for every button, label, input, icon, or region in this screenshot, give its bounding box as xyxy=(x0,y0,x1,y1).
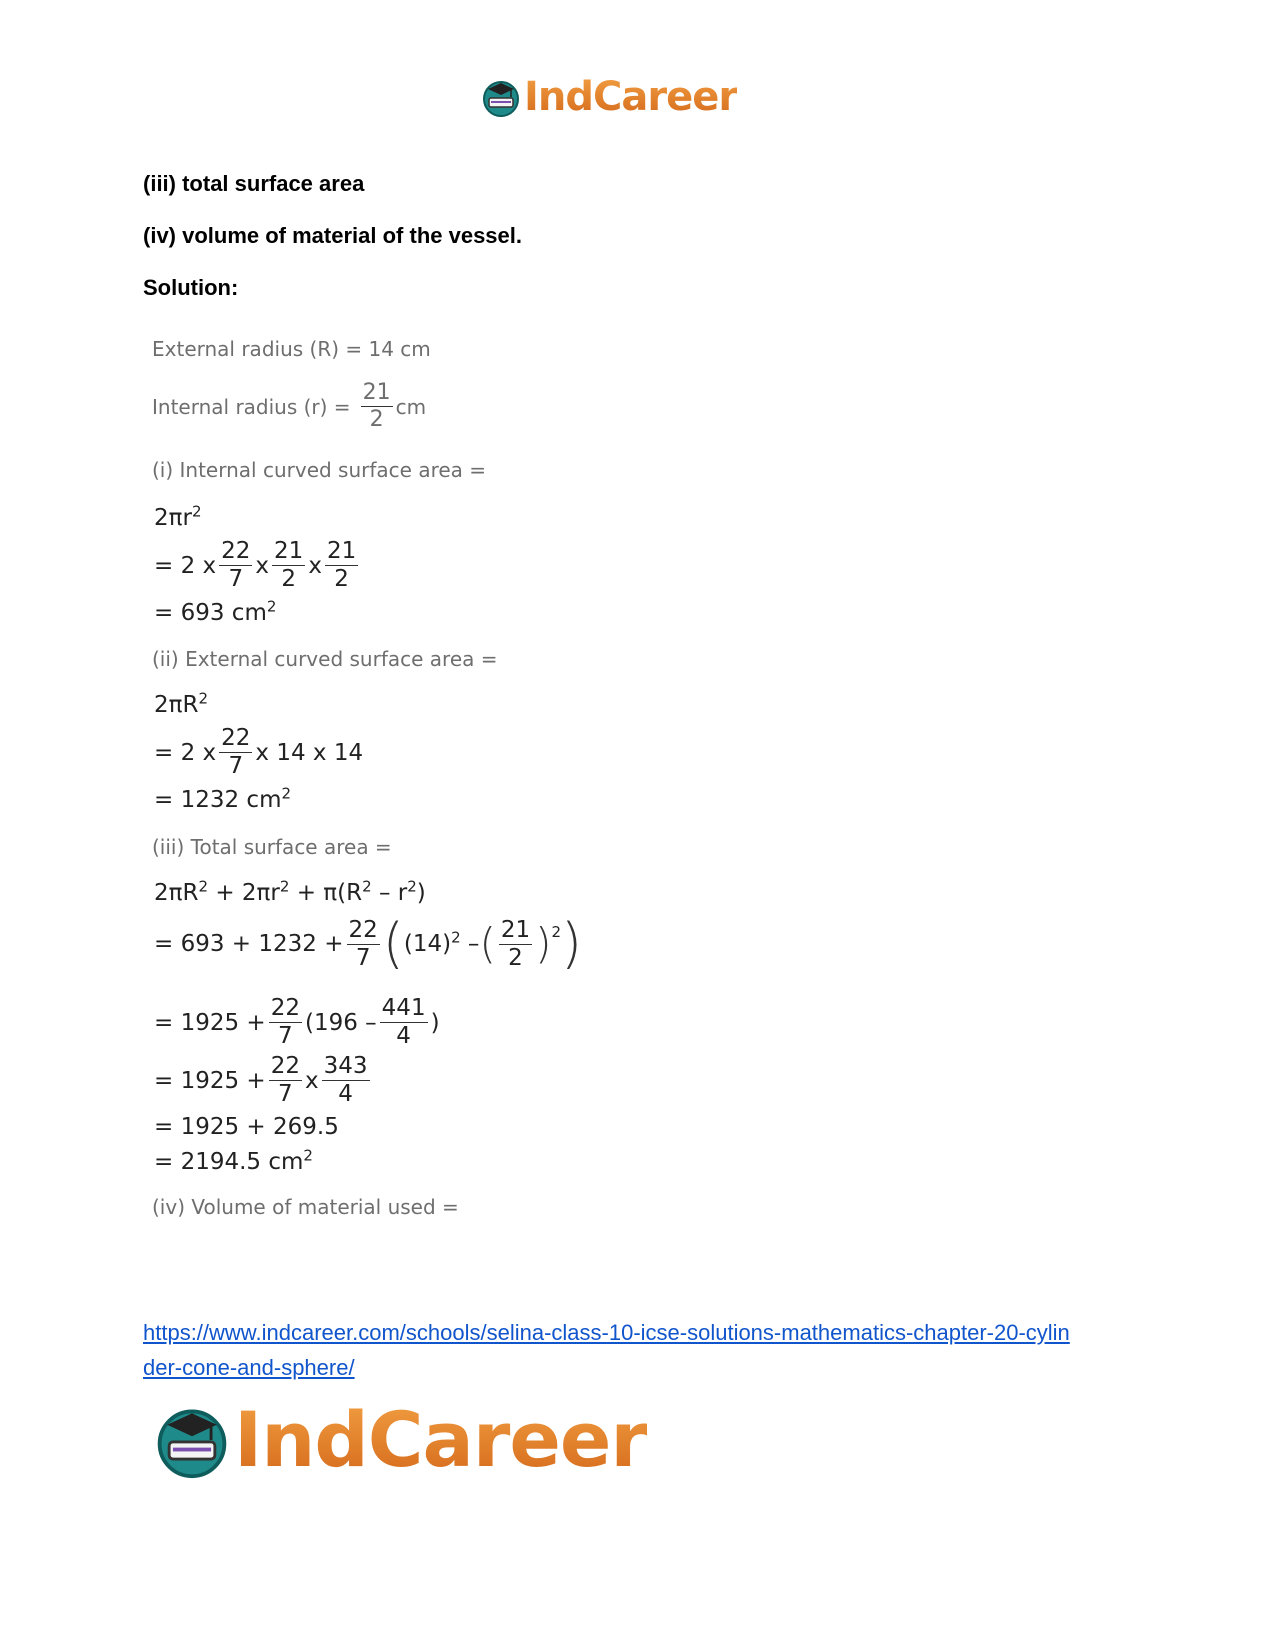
fraction: $\frac{343}{4}$ xyxy=(323,1053,368,1107)
part-iii-step-5: = 1925 + 269.5 xyxy=(154,1114,339,1140)
fraction: $\frac{441}{4}$ xyxy=(381,995,426,1049)
internal-radius-fraction xyxy=(361,382,393,431)
fraction: $\frac{21}{2}$ xyxy=(500,916,531,971)
part-ii-step xyxy=(154,727,363,778)
internal-radius-line xyxy=(152,382,426,431)
math-text: $(14)^2$ – xyxy=(403,928,480,957)
header-logo-text: IndCareer xyxy=(524,74,738,120)
footer-link-line-1[interactable]: https://www.indcareer.com/schools/selina-class-10-icse-solutions-mathematics-chapter-20-cylin xyxy=(143,1320,1070,1345)
math-text: x xyxy=(255,552,270,579)
solution-label: Solution: xyxy=(143,275,239,300)
result-text: = 2194.5 cm xyxy=(154,1149,304,1175)
math-text: = 1925 + xyxy=(154,1067,266,1094)
part-ii-heading: (ii) External curved surface area = xyxy=(152,647,498,671)
formula-text: 2πr xyxy=(154,505,192,531)
superscript: 2 xyxy=(191,502,202,521)
math-text: x 14 x 14 xyxy=(255,739,364,766)
graduation-globe-icon xyxy=(480,76,522,118)
part-iv-heading: (iv) Volume of material used = xyxy=(152,1195,459,1219)
internal-radius-prefix: Internal radius (r) = xyxy=(152,394,351,419)
superscript: 2 xyxy=(303,1146,313,1165)
superscript: 2 xyxy=(198,689,209,708)
footer-link[interactable] xyxy=(143,1315,1103,1385)
internal-radius-unit: cm xyxy=(395,394,427,419)
external-radius-line: External radius (R) = 14 cm xyxy=(152,337,431,361)
footer-logo-text: IndCareer xyxy=(234,1395,647,1484)
part-iii-step-4 xyxy=(154,1055,373,1106)
footer-logo xyxy=(152,1395,647,1484)
part-iii-formula: $2\pi R^2 + 2\pi r^2 + \pi(R^2 - r^2)$ xyxy=(154,877,426,906)
fraction: $\frac{22}{7}$ xyxy=(270,1053,300,1107)
fraction: $\frac{22}{7}$ xyxy=(348,916,378,971)
formula-text: 2πR xyxy=(154,692,199,718)
part-ii-result xyxy=(154,784,292,813)
math-text: (196 – xyxy=(304,1009,377,1036)
part-iii-result xyxy=(154,1146,313,1175)
part-iii-heading: (iii) Total surface area = xyxy=(152,835,392,859)
footer-link-line-2[interactable]: der-cone-and-sphere/ xyxy=(143,1355,355,1380)
question-part-iii: (iii) total surface area xyxy=(143,171,365,196)
math-text: ) xyxy=(430,1009,440,1036)
question-part-iv: (iv) volume of material of the vessel. xyxy=(143,223,523,248)
math-text: = 2 x xyxy=(154,552,217,579)
part-i-step xyxy=(154,540,361,591)
fraction: $\frac{22}{7}$ xyxy=(221,538,251,592)
superscript: 2 xyxy=(266,597,277,616)
part-iii-step-2: = 693 + 1232 + $\frac{22}{7}$ ( $(14)^2$ – ( $\frac{21}{2}$ ) 2 ) xyxy=(154,912,583,975)
fraction: $\frac{22}{7}$ xyxy=(270,995,300,1049)
math-text: = 1925 + xyxy=(154,1009,266,1036)
graduation-globe-icon xyxy=(152,1400,232,1480)
part-iii-step-3 xyxy=(154,997,440,1048)
part-i-formula xyxy=(154,502,202,531)
math-text: = 2 x xyxy=(154,739,217,766)
part-i-result xyxy=(154,597,277,626)
math-text: = 693 + 1232 + xyxy=(154,931,344,957)
result-text: = 693 cm xyxy=(154,600,267,626)
math-text: x xyxy=(304,1067,319,1094)
fraction: $\frac{22}{7}$ xyxy=(221,725,251,779)
superscript: 2 xyxy=(281,784,292,803)
part-i-heading: (i) Internal curved surface area = xyxy=(152,458,487,482)
result-text: = 1232 cm xyxy=(154,787,282,813)
part-ii-formula xyxy=(154,689,209,718)
fraction: $\frac{21}{2}$ xyxy=(274,538,304,592)
fraction-denominator: 2 xyxy=(369,407,384,432)
math-text: x xyxy=(308,552,322,579)
fraction-numerator: 21 xyxy=(362,380,391,405)
header-logo xyxy=(480,74,737,120)
fraction: $\frac{21}{2}$ xyxy=(326,538,357,592)
